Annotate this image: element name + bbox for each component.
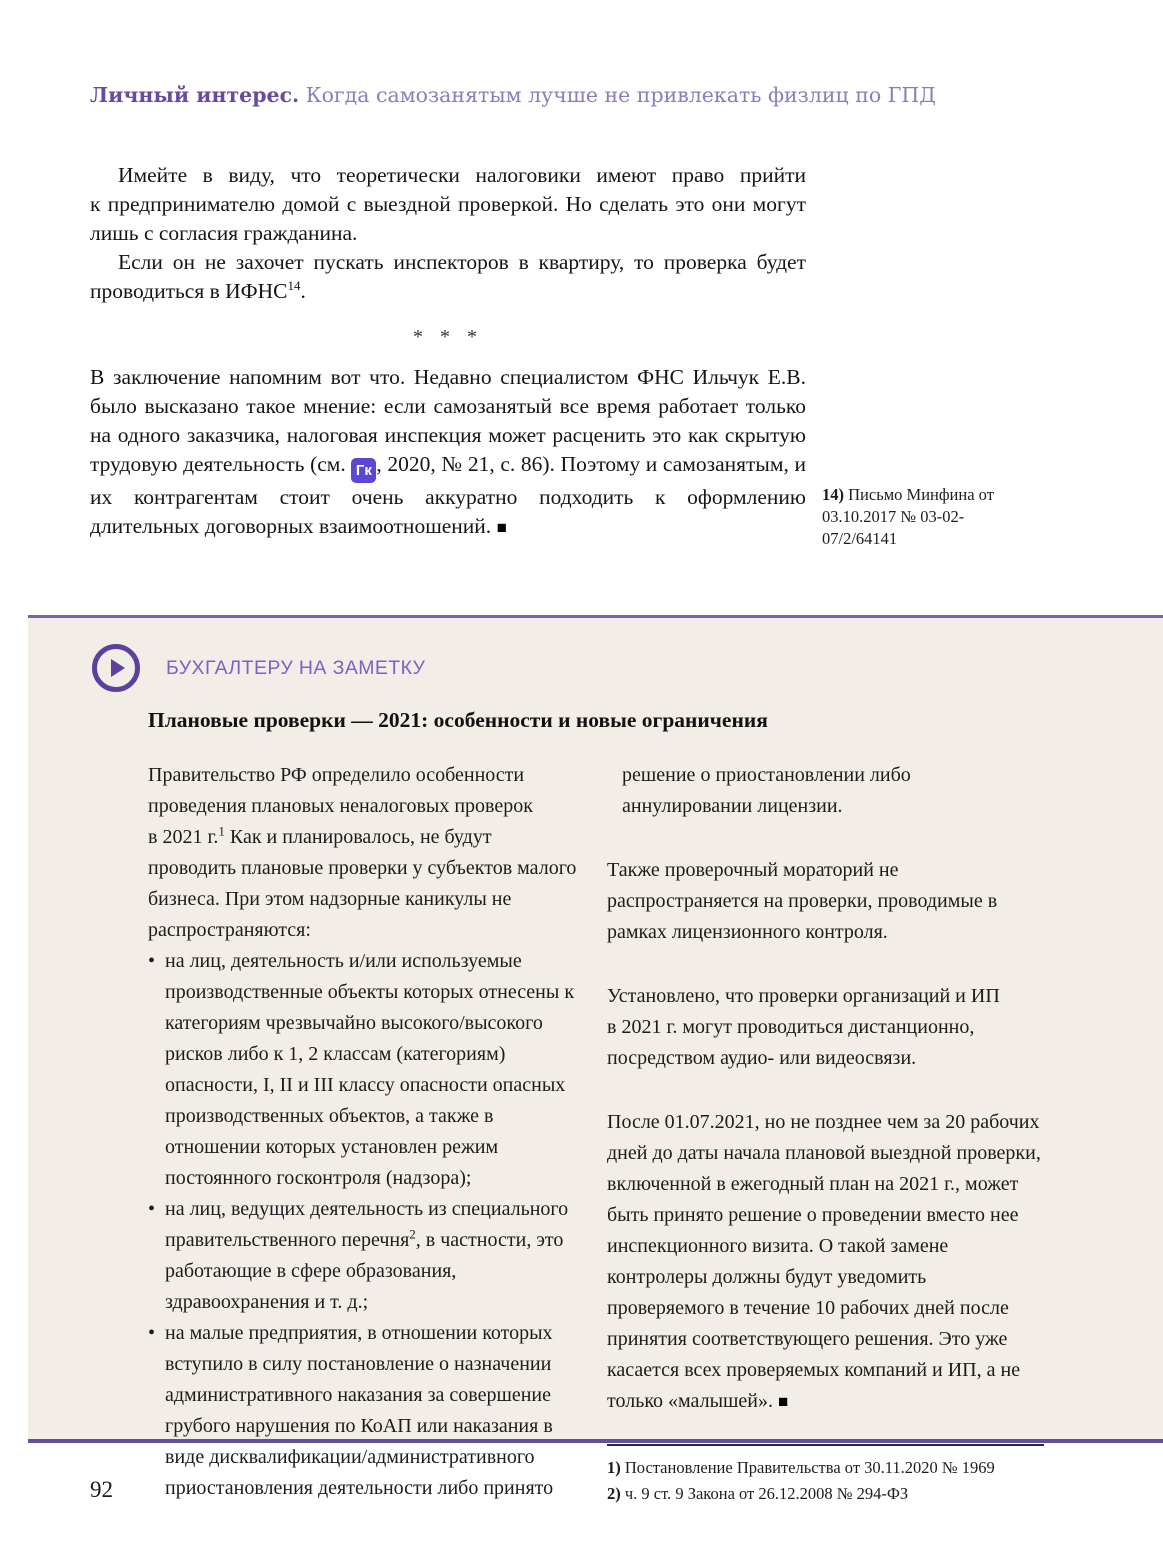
article-paragraph: Если он не захочет пускать инспекторов в квартиру, то проверка будет проводиться в ИФНС$^{14}$. [90,250,806,303]
note-paragraph: После 01.07.2021, но не позднее чем за 20 рабочих дней до даты начала плановой выездной проверки, включенной в ежегодный план на 2021 г., может быть принято решение о проведении вместо нее инспекционного визита. О такой замене контролеры должны будут уведомить проверяемого в течение 10 рабочих дней после принятия соответствующего решения. Это уже касается всех проверяемых компаний и ИП, а не только «малышей». ■ [607,1111,1041,1412]
article-paragraph: В заключение напомним вот что. Недавно специалистом ФНС Ильчук Е.В. было высказано такое мнение: если самозанятый все время работает только на одного заказчика, налоговая инспекция может расценить это как скрытую трудовую деятельность (см. Гк , 2020, № 21, с. 86). Поэтому и самозанятым, и их контрагентам стоит очень аккуратно подходить к оформлению длительных договорных взаимоотношений. ■ [90,365,806,538]
play-triangle-icon [111,659,125,677]
footnote-ref-14: 14 [287,277,301,293]
margin-footnote-number: 14) [822,485,844,504]
note-footnote: 1) Постановление Правительства от 30.11.2020 № 1969 [607,1458,995,1477]
glavkniga-magazine-icon: Гк [351,458,376,483]
note-left-column [148,760,581,1507]
bullet-marker: • [148,1198,156,1220]
bullet-marker: • [148,1322,156,1344]
note-paragraph: Установлено, что проверки организаций и ИП в 2021 г. могут проводиться дистанционно, посредством аудио- или видеосвязи. [607,985,1000,1069]
running-head-rubric: Личный интерес. [90,83,300,107]
note-continuation-paragraph: решение о приостановлении либо аннулировании лицензии. [622,764,911,817]
note-intro-paragraph: Правительство РФ определило особенности проведения плановых неналоговых проверок в 2021 г.$^1$ Как и планировалось, не будут проводить плановые проверки у субъектов малого бизнеса. При этом надзорные каникулы не распространяются: [148,764,577,941]
kicker-label: БУХГАЛТЕРУ НА ЗАМЕТКУ [166,656,426,679]
article-paragraph: Имейте в виду, что теоретически налоговики имеют право прийти к предпринимателю домой с выездной проверкой. Но сделать это они могут лишь с согласия гражданина. [90,163,806,245]
page-number: 92 [90,1477,113,1502]
note-footnotes [607,1444,1044,1507]
note-columns [148,760,1044,1507]
section-separator-stars: * * * [413,326,483,348]
article-body [90,161,806,542]
footnote-ref-1: 1 [218,823,225,839]
bullet-marker: • [148,950,156,972]
note-footnote: 2) ч. 9 ст. 9 Закона от 26.12.2008 № 294-ФЗ [607,1484,909,1503]
kicker-row [92,644,425,692]
note-end-mark: ■ [778,1392,789,1411]
margin-footnote-text: Письмо Минфина от 03.10.2017 № 03-02-07/2/64141 [822,485,994,548]
running-head [90,82,936,108]
article-end-mark: ■ [496,518,507,537]
note-right-column [607,760,1044,1507]
list-item: • на малые предприятия, в отношении которых вступило в силу постановление о назначении административного наказания за совершение грубого нарушения по КоАП или наказания в виде дисквалификации/административного приостановления деятельности либо принято [148,1318,581,1504]
play-icon [92,644,140,692]
margin-footnote-14 [822,484,1017,550]
list-item: • на лиц, деятельность и/или используемые производственные объекты которых отнесены к категориям чрезвычайно высокого/высокого рисков либо к 1, 2 классам (категориям) опасности, I, II и III классу опасности опасных производственных объектов, а также в отношении которых установлен режим постоянного госконтроля (надзора); [148,946,581,1194]
note-box [28,615,1163,1503]
note-title: Плановые проверки — 2021: особенности и новые ограничения [148,708,768,732]
list-item: • на лиц, ведущих деятельность из специального правительственного перечня$^2$, в частности, это работающие в сфере образования, здравоохранения и т. д.; [148,1194,581,1318]
note-bullet-list [148,946,581,1504]
running-head-article-title: Когда самозанятым лучше не привлекать физлиц по ГПД [299,83,936,107]
footnote-ref-2: 2 [409,1226,416,1242]
note-paragraph: Также проверочный мораторий не распространяется на проверки, проводимые в рамках лицензионного контроля. [607,859,998,943]
